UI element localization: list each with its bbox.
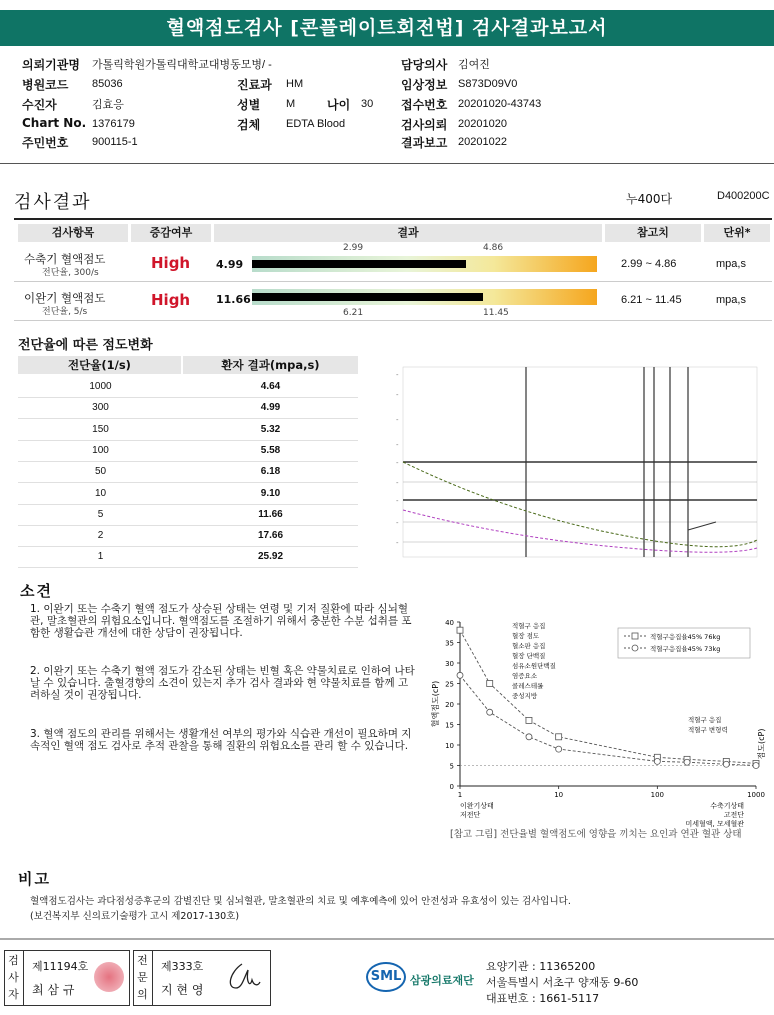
shear-rate: 1 xyxy=(97,551,104,563)
y-tick-label: 10 xyxy=(445,742,454,750)
shear-rate: 2 xyxy=(97,530,104,542)
legend-square-icon xyxy=(632,633,638,639)
result-bar xyxy=(252,256,597,272)
inspector-label: 검사자 xyxy=(4,950,24,1006)
svg-text:-: - xyxy=(396,539,399,547)
svg-text:-: - xyxy=(396,441,399,449)
shear-viscosity: 4.99 xyxy=(260,402,281,414)
y-axis-label-right: 점도(cP) xyxy=(757,728,766,760)
request-value: 20201020 xyxy=(458,118,507,130)
x-left-label-2: 저전단 xyxy=(460,811,481,819)
report-title: 혈액점도검사 [콘플레이트회전법] 검사결과보고서 xyxy=(0,10,774,46)
shear-col1: 전단율(1/s) xyxy=(18,356,181,374)
shear-rate: 5 xyxy=(97,508,104,520)
ref-high-label: 4.86 xyxy=(483,243,504,253)
x-tick-label: 10 xyxy=(554,791,564,799)
legend-label: 적혈구응집율45% 73kg xyxy=(650,645,721,653)
seal-icon xyxy=(94,962,124,992)
col-result: 결과 xyxy=(214,224,602,242)
org-name: 삼광의료재단 xyxy=(410,974,474,987)
factor-label: 섬유소원단백질 xyxy=(512,662,556,670)
svg-text:-: - xyxy=(396,391,399,399)
factor2-label: 적혈구 변형력 xyxy=(688,726,728,734)
report-label: 결과보고 xyxy=(401,136,448,150)
clinical-label: 임상정보 xyxy=(401,78,448,92)
row-unit: mpa,s xyxy=(716,258,746,270)
inspector-no: 제11194호 xyxy=(32,960,89,973)
y-tick-label: 15 xyxy=(445,721,454,730)
hospital-code-label: 병원코드 xyxy=(22,78,69,92)
data-point xyxy=(654,758,660,764)
org-address: 서울특별시 서초구 양재동 9-60 xyxy=(486,976,639,989)
shear-viscosity-plot xyxy=(386,362,774,574)
col-ref: 참고치 xyxy=(605,224,701,242)
row-unit: mpa,s xyxy=(716,294,746,306)
rrn-value: 900115-1 xyxy=(92,136,138,148)
verifier-label: 전문의 xyxy=(133,950,153,1006)
shear-rate: 1000 xyxy=(89,381,112,392)
svg-text:-: - xyxy=(396,497,399,505)
data-point xyxy=(457,627,463,633)
shear-rate: 10 xyxy=(94,487,107,499)
shear-viscosity: 5.32 xyxy=(260,423,281,435)
verifier-name: 지 현 영 xyxy=(161,983,204,997)
opinion-item-1: 1. 이완기 또는 수축기 혈액 점도가 상승된 상태는 연령 및 기저 질환에 따라 심뇌혈관, 말초혈관의 위험요소입니다. 혈액점도를 조절하기 위해서 충분한 수분 섭취를 포함한 생활습관 개선에 대한 상담이 권장됩니다. xyxy=(30,603,412,639)
age-value: 30 xyxy=(361,98,374,110)
x-tick-label: 1 xyxy=(457,791,463,799)
x-right-label-2: 고전단 xyxy=(723,811,744,819)
shear-row xyxy=(18,376,358,398)
shear-rate: 150 xyxy=(92,423,109,435)
result-bar-fill xyxy=(252,293,483,301)
factor-label: 적혈구 응집 xyxy=(512,622,546,630)
x-tick-label: 1000 xyxy=(747,791,765,799)
results-code1: 누400다 xyxy=(626,192,673,206)
y-tick-label: 40 xyxy=(445,619,454,627)
org-code: 요양기관 : 11365200 xyxy=(486,960,596,973)
col-item: 검사항목 xyxy=(18,224,128,242)
y-axis-label: 혈액점도(cP) xyxy=(431,680,440,728)
x-left-label-1: 이완기상태 xyxy=(460,802,494,810)
data-point xyxy=(556,734,562,740)
y-tick-label: 20 xyxy=(445,701,454,709)
y-tick-label: 25 xyxy=(445,680,454,689)
clinical-value: S873D09V0 xyxy=(458,78,518,90)
specimen-value: EDTA Blood xyxy=(286,118,346,130)
reference-viscosity-chart xyxy=(418,608,772,842)
results-rule xyxy=(14,218,772,220)
chart-caption: [참고 그림] 전단율별 혈액점도에 영향을 끼치는 요인과 연관 혈관 상태 xyxy=(450,829,742,840)
data-point xyxy=(556,746,562,752)
row-name: 이완기 혈액점도 xyxy=(24,291,106,305)
shear-row xyxy=(18,461,358,483)
legend-label: 적혈구응집율45% 76kg xyxy=(650,633,721,641)
doctor-value: 김여진 xyxy=(458,59,490,71)
opinion-title: 소견 xyxy=(20,582,53,600)
result-bar-fill xyxy=(252,260,466,268)
footer-rule xyxy=(0,938,774,940)
data-point xyxy=(684,759,690,765)
shear-rate: 300 xyxy=(92,402,109,414)
chart-label: Chart No. xyxy=(22,116,87,130)
row-divider xyxy=(14,281,772,282)
factor-label: 혈소판 응집 xyxy=(512,642,546,650)
data-point xyxy=(753,763,759,769)
flag-badge: High xyxy=(151,291,191,309)
data-point xyxy=(487,681,493,687)
header-rule xyxy=(0,163,774,164)
data-point xyxy=(457,672,463,678)
y-tick-label: 5 xyxy=(449,762,454,771)
signature-icon xyxy=(222,958,264,998)
patient-value: 김효응 xyxy=(92,99,124,111)
legend-circle-icon xyxy=(632,645,638,651)
ref-low-label: 6.21 xyxy=(343,308,364,318)
remarks-line2: (보건복지부 신의료기술평가 고시 제2017-130호) xyxy=(30,911,240,922)
flag-badge: High xyxy=(151,254,191,272)
x-right-label-1: 수축기상태 xyxy=(710,802,744,810)
ref-high-label: 11.45 xyxy=(483,308,509,318)
opinion-item-3: 3. 혈액 점도의 관리를 위해서는 생활개선 여부의 평가와 식습관 개선이 필요하며 지속적인 혈액 점도 검사로 추적 관찰을 통해 질환의 위험요소를 관리 할 수 있습니다. xyxy=(30,728,412,752)
data-point xyxy=(526,734,532,740)
ref-low-label: 2.99 xyxy=(343,243,364,253)
svg-text:-: - xyxy=(396,479,399,487)
specimen-label: 검체 xyxy=(237,118,261,132)
dept-value: HM xyxy=(286,78,304,90)
shear-viscosity: 17.66 xyxy=(257,530,284,542)
row-ref: 6.21 ~ 11.45 xyxy=(621,294,682,306)
shear-row xyxy=(18,525,358,547)
y-tick-label: 0 xyxy=(449,783,454,791)
shear-row xyxy=(18,546,358,568)
shear-viscosity: 25.92 xyxy=(257,551,284,563)
row-value: 11.66 xyxy=(216,293,251,306)
shear-title: 전단율에 따른 점도변화 xyxy=(18,338,153,353)
x-tick-label: 100 xyxy=(650,791,665,799)
shear-viscosity: 11.66 xyxy=(258,508,283,520)
remarks-line1: 혈액점도검사는 과다점성증후군의 감별진단 및 심뇌혈관, 말초혈관의 치료 및 예후예측에 있어 안전성과 유효성이 있는 검사입니다. xyxy=(30,896,571,907)
shear-rate: 100 xyxy=(92,444,109,456)
y-tick-label: 30 xyxy=(445,660,454,668)
rrn-label: 주민번호 xyxy=(22,136,69,150)
svg-text:-: - xyxy=(396,519,399,527)
factor-label: 중성지방 xyxy=(512,692,538,700)
shear-row xyxy=(18,440,358,462)
doctor-label: 담당의사 xyxy=(401,58,448,72)
sex-label: 성별 xyxy=(237,98,261,112)
row-name: 수축기 혈액점도 xyxy=(24,252,106,266)
factor-label: 혈장 단백질 xyxy=(512,652,546,660)
verifier-no: 제333호 xyxy=(161,960,204,973)
remarks-title: 비고 xyxy=(18,870,51,888)
results-title: 검사결과 xyxy=(14,192,92,213)
data-point xyxy=(526,717,532,723)
institution-value: 가톨릭학원가톨릭대학교대병동모병/ - xyxy=(92,59,272,71)
y-tick-label: 35 xyxy=(445,639,454,648)
report-value: 20201022 xyxy=(458,136,507,148)
shear-viscosity: 4.64 xyxy=(260,381,281,392)
shear-col2: 환자 결과(mpa,s) xyxy=(183,356,358,374)
shear-viscosity: 9.10 xyxy=(260,487,281,499)
svg-text:-: - xyxy=(396,371,399,379)
result-bar xyxy=(252,289,597,305)
org-phone: 대표번호 : 1661-5117 xyxy=(486,992,600,1005)
age-label: 나이 xyxy=(327,98,351,112)
shear-rate: 50 xyxy=(94,466,107,478)
inspector-name: 최 삼 규 xyxy=(32,983,75,997)
shear-viscosity: 5.58 xyxy=(260,444,281,456)
hospital-code-value: 85036 xyxy=(92,78,123,90)
plot-y-ticks xyxy=(396,371,399,547)
factor-label: 콜레스테롤 xyxy=(512,682,544,690)
row-value: 4.99 xyxy=(216,258,244,271)
row-sub: 전단율, 5/s xyxy=(42,307,88,317)
x-right-sub: 미세혈액, 모세혈관 xyxy=(685,820,744,828)
row-sub: 전단율, 300/s xyxy=(42,268,99,278)
receipt-value: 20201020-43743 xyxy=(458,98,542,110)
request-label: 검사의뢰 xyxy=(401,118,448,132)
shear-viscosity: 6.18 xyxy=(260,466,281,478)
svg-text:-: - xyxy=(396,416,399,424)
sex-value: M xyxy=(286,98,296,110)
institution-label: 의뢰기관명 xyxy=(22,58,80,72)
data-point xyxy=(723,761,729,767)
row-ref: 2.99 ~ 4.86 xyxy=(621,258,677,270)
chart-value: 1376179 xyxy=(92,118,135,130)
data-point xyxy=(487,709,493,715)
results-code2: D400200C xyxy=(717,190,770,202)
shear-row xyxy=(18,419,358,441)
patient-label: 수진자 xyxy=(22,98,57,112)
shear-row xyxy=(18,504,358,526)
svg-text:-: - xyxy=(396,459,399,467)
factor-label: 혈장 점도 xyxy=(512,632,540,640)
col-flag: 증감여부 xyxy=(131,224,211,242)
shear-row xyxy=(18,483,358,505)
receipt-label: 접수번호 xyxy=(401,98,448,112)
shear-row xyxy=(18,397,358,419)
factor2-label: 적혈구 응집 xyxy=(688,716,722,724)
org-logo-icon: SML xyxy=(366,962,406,992)
opinion-item-2: 2. 이완기 또는 수축기 혈액 점도가 감소된 상태는 빈혈 혹은 약물치료로 인하여 나타날 수 있습니다. 출혈경향의 소견이 있는지 추가 검사 결과와 현 약물치료를 함께 고려하실 것이 권장됩니다. xyxy=(30,665,415,701)
col-unit: 단위* xyxy=(704,224,770,242)
dept-label: 진료과 xyxy=(237,78,272,92)
row-divider xyxy=(14,320,772,321)
factor-label: 염증요소 xyxy=(512,672,538,680)
